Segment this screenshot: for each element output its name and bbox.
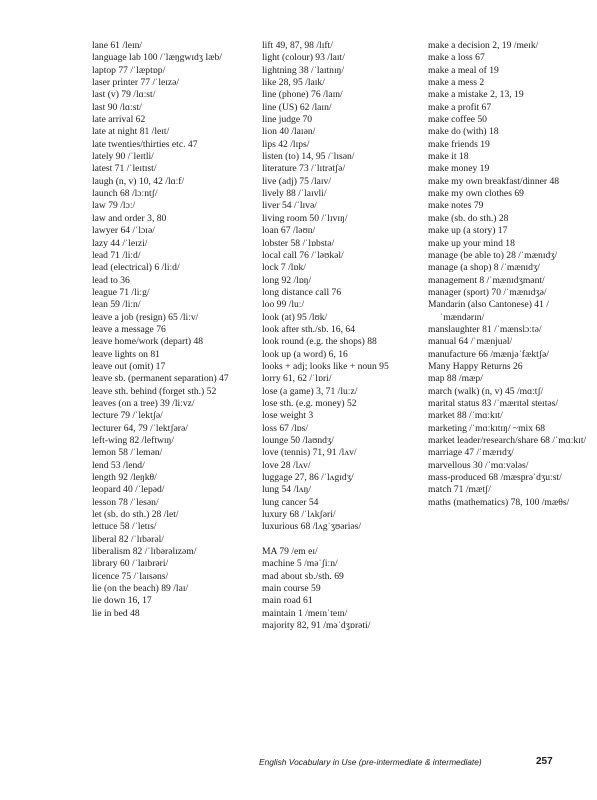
index-entry: make a mess 2 bbox=[428, 77, 485, 89]
index-entry: MA 79 /em eɪ/ bbox=[262, 546, 318, 558]
index-entry: lead to 36 bbox=[92, 274, 130, 286]
index-entry: luxurious 68 /lʌgˈʒʊəriəs/ bbox=[262, 521, 362, 533]
index-entry: match 71 /mætʃ/ bbox=[428, 484, 491, 496]
index-entry: look (at) 95 /lʊk/ bbox=[262, 311, 328, 323]
index-entry: make a decision 2, 19 /meɪk/ bbox=[428, 40, 539, 51]
index-entry: long distance call 76 bbox=[262, 286, 342, 298]
index-entry: lie (on the beach) 89 /laɪ/ bbox=[92, 583, 189, 595]
index-entry: licence 75 /ˈlaɪsəns/ bbox=[92, 570, 169, 582]
index-entry: looks + adj; looks like + noun 95 bbox=[262, 360, 389, 372]
index-entry: make up (a story) 17 bbox=[428, 225, 508, 237]
index-entry: launch 68 /lɔːntʃ/ bbox=[92, 188, 158, 200]
index-entry: lift 49, 87, 98 /lɪft/ bbox=[262, 40, 333, 51]
index-entry: leave out (omit) 17 bbox=[92, 360, 166, 372]
index-entry: make (sb. do sth.) 28 bbox=[428, 212, 509, 224]
index-entry: manage (be able to) 28 /ˈmænɪdʒ/ bbox=[428, 249, 558, 261]
index-entry: listen (to) 14, 95 /ˈlɪsən/ bbox=[262, 151, 355, 163]
index-entry: lounge 50 /laʊndʒ/ bbox=[262, 435, 334, 446]
index-entry: leopard 40 /ˈlepəd/ bbox=[92, 484, 165, 496]
index-entry: lead 71 /liːd/ bbox=[92, 249, 141, 261]
index-entry: look after sth./sb. 16, 64 bbox=[262, 323, 355, 335]
index-entry: lean 59 /liːn/ bbox=[92, 299, 141, 311]
index-entry: liberal 82 /ˈlɪbərəl/ bbox=[92, 533, 164, 545]
index-entry: like 28, 95 /laɪk/ bbox=[262, 77, 325, 89]
index-entry: line (phone) 76 /laɪn/ bbox=[262, 89, 343, 101]
index-entry: liberalism 82 /ˈlɪbərəlɪzəm/ bbox=[92, 546, 197, 558]
index-entry: look up (a word) 6, 16 bbox=[262, 348, 348, 360]
index-entry: manage (a shop) 8 /ˈmænɪdʒ/ bbox=[428, 262, 540, 274]
index-entry: marketing /ˈmɑːkɪtɪŋ/ ~mix 68 bbox=[428, 422, 546, 434]
index-entry: lung 54 /lʌŋ/ bbox=[262, 484, 311, 496]
index-entry: laugh (n, v) 10, 42 /lɑːf/ bbox=[92, 175, 185, 187]
index-entry: love 28 /lʌv/ bbox=[262, 459, 311, 471]
index-entry: lose weight 3 bbox=[262, 410, 314, 422]
index-entry: leave sth. behind (forget sth.) 52 bbox=[92, 385, 217, 397]
index-entry: manufacture 66 /mænjəˈfæktʃə/ bbox=[428, 348, 549, 360]
index-entry: lane 61 /leɪn/ bbox=[92, 40, 143, 51]
index-entry: law and order 3, 80 bbox=[92, 212, 167, 224]
index-entry: lemon 58 /ˈlemən/ bbox=[92, 447, 163, 459]
index-column-1 bbox=[92, 40, 252, 620]
index-entry: long 92 /lɒŋ/ bbox=[262, 274, 312, 286]
index-entry: make it 18 bbox=[428, 151, 469, 163]
index-entry: lie in bed 48 bbox=[92, 607, 140, 619]
index-entry: lose sth. (e.g. money) 52 bbox=[262, 397, 357, 409]
index-entry: Many Happy Returns 26 bbox=[428, 360, 523, 372]
index-entry: line judge 70 bbox=[262, 114, 313, 126]
index-entry: late at night 81 /leɪt/ bbox=[92, 126, 170, 138]
index-entry: leave lights on 81 bbox=[92, 348, 160, 360]
index-entry: marriage 47 /ˈmærɪdʒ/ bbox=[428, 447, 514, 459]
index-entry: living room 50 /ˈlɪvɪŋ/ bbox=[262, 212, 348, 224]
index-entry: lately 90 /ˈleɪtli/ bbox=[92, 151, 154, 163]
index-entry: Mandarin (also Cantonese) 41 /ˈmændərɪn/ bbox=[428, 299, 549, 323]
index-entry: make up your mind 18 bbox=[428, 237, 515, 249]
index-entry: law 79 /lɔː/ bbox=[92, 200, 136, 212]
index-entry: lips 42 /lɪps/ bbox=[262, 138, 310, 150]
index-entry: laptop 77 /ˈlæptɒp/ bbox=[92, 64, 166, 76]
index-entry: make money 19 bbox=[428, 163, 490, 175]
page-number: 257 bbox=[536, 756, 553, 767]
index-entry: mad about sb./sth. 69 bbox=[262, 570, 344, 582]
index-entry: latest 71 /ˈleɪtɪst/ bbox=[92, 163, 157, 175]
index-entry: literature 73 /ˈlɪtrətʃə/ bbox=[262, 163, 346, 175]
index-entry: liver 54 /ˈlɪvə/ bbox=[262, 200, 317, 212]
index-entry: main course 59 bbox=[262, 583, 321, 595]
index-entry: manslaughter 81 /ˈmænslɔːtə/ bbox=[428, 323, 542, 335]
index-entry: maintain 1 /meɪnˈteɪn/ bbox=[262, 607, 348, 619]
index-entry: lightning 38 /ˈlaɪtnɪŋ/ bbox=[262, 64, 345, 76]
index-entry: make a mistake 2, 13, 19 bbox=[428, 89, 524, 101]
index-entry: market leader/research/share 68 /ˈmɑːkɪt/ bbox=[428, 435, 587, 446]
index-entry: machine 5 /məˈʃiːn/ bbox=[262, 558, 338, 570]
index-entry: line (US) 62 /laɪn/ bbox=[262, 101, 332, 113]
index-entry: lively 88 /ˈlaɪvli/ bbox=[262, 188, 327, 200]
index-entry: loss 67 /lɒs/ bbox=[262, 422, 309, 434]
index-entry: late arrival 62 bbox=[92, 114, 146, 126]
index-entry: make a profit 67 bbox=[428, 101, 492, 113]
index-entry: luxury 68 /ˈlʌkʃəri/ bbox=[262, 509, 336, 521]
index-entry: lazy 44 /ˈleɪzi/ bbox=[92, 237, 148, 249]
index-entry: lecturer 64, 79 /ˈlektʃərə/ bbox=[92, 422, 188, 434]
index-entry: make notes 79 bbox=[428, 200, 484, 212]
index-entry: leave home/work (depart) 48 bbox=[92, 336, 204, 348]
index-entry: length 92 /leŋkθ/ bbox=[92, 472, 157, 484]
index-entry: make friends 19 bbox=[428, 138, 490, 150]
index-entry: language lab 100 /ˈlæŋgwɪdʒ læb/ bbox=[92, 52, 222, 64]
index-entry: last (v) 79 /lɑːst/ bbox=[92, 89, 156, 101]
index-entry: make my own breakfast/dinner 48 bbox=[428, 175, 560, 187]
index-entry: lock 7 /lɒk/ bbox=[262, 262, 306, 274]
index-entry: laser printer 77 /ˈleɪzə/ bbox=[92, 77, 180, 89]
index-entry: loo 99 /luː/ bbox=[262, 299, 305, 311]
index-entry: lion 40 /laɪən/ bbox=[262, 126, 316, 138]
index-entry: loan 67 /ləʊn/ bbox=[262, 225, 316, 237]
index-entry: late twenties/thirties etc. 47 bbox=[92, 138, 198, 150]
index-entry: manager (sport) 70 /ˈmænɪdʒə/ bbox=[428, 286, 547, 298]
index-entry: marvellous 30 /ˈmɑːvələs/ bbox=[428, 459, 529, 471]
index-entry: market 88 /ˈmɑːkɪt/ bbox=[428, 410, 503, 422]
index-entry: lung cancer 54 bbox=[262, 496, 319, 508]
index-entry: manual 64 /ˈmænjuəl/ bbox=[428, 336, 513, 348]
index-entry: leave a job (resign) 65 /liːv/ bbox=[92, 311, 199, 323]
index-entry: love (tennis) 71, 91 /lʌv/ bbox=[262, 447, 357, 459]
index-entry: live (adj) 75 /laɪv/ bbox=[262, 175, 332, 187]
index-entry: lorry 61, 62 /ˈlɒri/ bbox=[262, 373, 332, 385]
index-entry: lawyer 64 /ˈlɔɪə/ bbox=[92, 225, 155, 237]
index-entry: let (sb. do sth.) 28 /let/ bbox=[92, 509, 179, 521]
index-entry: lend 53 /lend/ bbox=[92, 459, 145, 471]
index-entry: main road 61 bbox=[262, 595, 313, 607]
index-entry: lie down 16, 17 bbox=[92, 595, 152, 607]
index-entry: library 60 /ˈlaɪbrəri/ bbox=[92, 558, 169, 570]
index-entry: make coffee 50 bbox=[428, 114, 487, 126]
index-entry: make do (with) 18 bbox=[428, 126, 499, 138]
index-entry: marital status 83 /ˈmærɪtəl steɪtəs/ bbox=[428, 397, 559, 409]
index-entry: lecture 79 /ˈlektʃə/ bbox=[92, 410, 163, 422]
index-entry: league 71 /liːg/ bbox=[92, 286, 150, 298]
index-entry: luggage 27, 86 /ˈlʌgɪdʒ/ bbox=[262, 472, 354, 484]
index-entry: mass-produced 68 /mæsprəˈdʒuːst/ bbox=[428, 472, 562, 484]
index-entry: make my own clothes 69 bbox=[428, 188, 524, 200]
index-column-3 bbox=[428, 40, 588, 509]
index-column-2 bbox=[262, 40, 422, 633]
index-entry: lobster 58 /ˈlɒbstə/ bbox=[262, 237, 335, 249]
index-entry: leaves (on a tree) 39 /liːvz/ bbox=[92, 397, 195, 409]
index-entry: lesson 78 /ˈlesən/ bbox=[92, 496, 159, 508]
index-entry: make a meal of 19 bbox=[428, 64, 499, 76]
index-entry: leave a message 76 bbox=[92, 323, 166, 335]
index-entry: light (colour) 93 /laɪt/ bbox=[262, 52, 345, 64]
index-entry: look round (e.g. the shops) 88 bbox=[262, 336, 377, 348]
index-entry: lettuce 58 /ˈletɪs/ bbox=[92, 521, 157, 533]
index-entry: management 8 /ˈmænɪdʒmənt/ bbox=[428, 274, 545, 286]
book-title: English Vocabulary in Use (pre-intermediate & intermediate) bbox=[259, 757, 482, 767]
index-entry: map 88 /mæp/ bbox=[428, 373, 483, 385]
index-entry: left-wing 82 /leftwɪŋ/ bbox=[92, 435, 175, 446]
index-entry: lose (a game) 3, 71 /luːz/ bbox=[262, 385, 358, 397]
index-entry: local call 76 /ˈləʊkəl/ bbox=[262, 249, 344, 261]
index-entry: last 90 /lɑːst/ bbox=[92, 101, 142, 113]
index-entry: leave sb. (permanent separation) 47 bbox=[92, 373, 229, 385]
index-entry: majority 82, 91 /məˈdʒɒrəti/ bbox=[262, 620, 371, 632]
section-gap bbox=[262, 534, 422, 546]
index-entry: march (walk) (n, v) 45 /mɑːtʃ/ bbox=[428, 385, 544, 397]
index-entry: maths (mathematics) 78, 100 /mæθs/ bbox=[428, 496, 570, 508]
index-entry: lead (electrical) 6 /liːd/ bbox=[92, 262, 180, 274]
index-entry: make a loss 67 bbox=[428, 52, 485, 64]
